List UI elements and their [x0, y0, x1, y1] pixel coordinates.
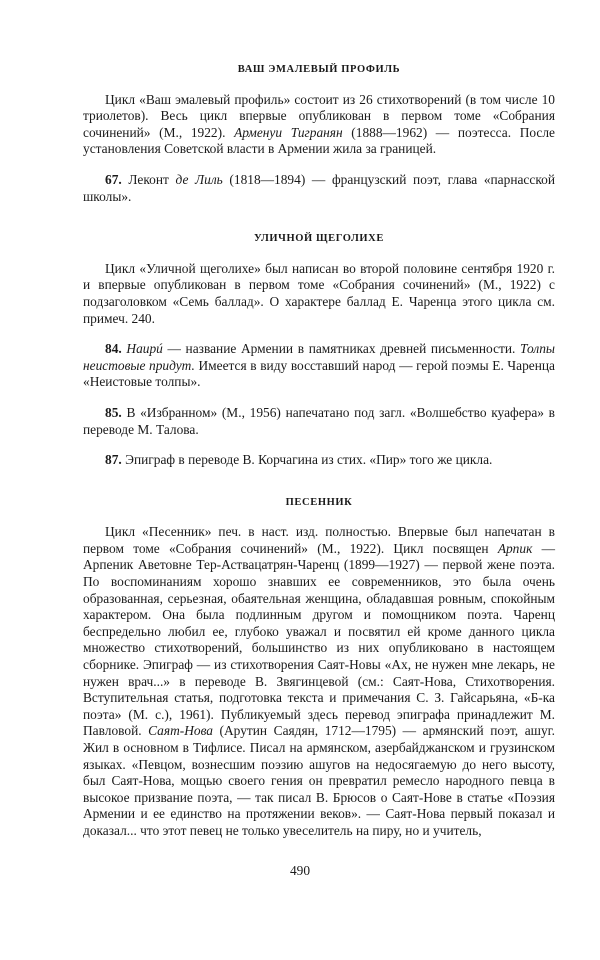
- text-run: Цикл «Ваш эмалевый профиль» состоит из 26 стихотворений (в том числе 10 триолетов). Весь цикл впервые опубликован в первом томе «Собрания сочинений» (М., 1922).: [83, 91, 555, 140]
- paragraph-street-dandy: Цикл «Уличной щеголихе» был написан во второй половине сентября 1920 г. и впервые опубликован в первом томе «Собрания сочинений» (М., 1922) с подзаголовком «Семь баллад». О характере баллад Е. Чаренца этого цикла см. примеч. 240.: [83, 260, 555, 326]
- italic-name: Арпик: [497, 540, 533, 556]
- note-85: [83, 405, 555, 438]
- italic-term: Наирú: [126, 341, 163, 357]
- note-67: [83, 172, 555, 205]
- text-run: — Арпеник Аветовне Тер-Аствацатрян-Чаренц (1899—1927) — первой жене поэта. По воспоминаниям хорошо знавших ее современников, это была очень образованная, серьезная, обаятельная женщина, обладавшая ровным, спокойным характером. Она была подлинным другом и помощником поэта. Чаренц беспредельно любил ее, глубоко уважал и посвятил ей кроме данного цикла множество стихотворений, большинство из них опубликовано в настоящем сборнике. Эпиграф — из стихотворения Саят-Новы «Ах, не нужен мне лекарь, не нужен врач...» в переводе В. Звягинцевой (см.: Саят-Нова, Стихотворения. Вступительная статья, подготовка текста и примечания С. З. Гайсарьяна, «Б-ка поэта» (М. с.), 1961). Публикуемый здесь перевод эпиграфа принадлежит М. Павловой.: [83, 540, 555, 739]
- text-run: (1888—1962) — поэтесса. После установления Советской власти в Армении жила за границей.: [83, 124, 555, 157]
- note-number: 87.: [105, 452, 122, 468]
- note-87: [83, 452, 555, 469]
- text-run: В «Избранном» (М., 1956) напечатано под загл. «Волшебство куафера» в переводе М. Талова.: [83, 404, 555, 437]
- italic-term: Толпы неистовые придут.: [83, 341, 555, 373]
- section-heading-enamel-profile: ВАШ ЭМАЛЕВЫЙ ПРОФИЛЬ: [237, 64, 401, 75]
- page-body: [83, 62, 555, 840]
- italic-name: де Лиль: [175, 171, 223, 187]
- text-run: Леконт: [121, 171, 176, 187]
- note-number: 85.: [105, 404, 122, 420]
- text-run: (Арутин Саядян, 1712—1795) — армянский поэт, ашуг. Жил в основном в Тифлисе. Писал на армянском, азербайджанском и грузинском языках. «Певцом, вознесшим поэзию ашугов на недосягаемую до него высоту, был Саят-Нова, мощью своего гения он превратил ремесло народного певца в высокое призвание поэта, — так писал В. Брюсов о Саят-Нове в статье «Поэзия Армении и ее единство на протяжении веков». — Саят-Нова первый показал и доказал... что этот певец не только увеселитель на пиру, но и учитель,: [83, 723, 555, 838]
- text-run: Эпиграф в переводе В. Корчагина из стих. «Пир» того же цикла.: [121, 452, 493, 468]
- paragraph-enamel-profile: [83, 92, 555, 158]
- text-run: — название Армении в памятниках древней письменности.: [162, 341, 521, 357]
- note-number: 67.: [105, 171, 122, 187]
- note-number: 84.: [105, 341, 122, 357]
- text-run: Имеется в виду восставший народ — герой поэмы Е. Чаренца «Неистовые толпы».: [83, 357, 555, 390]
- paragraph-songbook: [83, 524, 555, 839]
- note-84: [83, 341, 555, 391]
- page-number: 490: [289, 863, 311, 878]
- italic-name: Арменуи Тигранян: [234, 124, 343, 140]
- section-heading-street-dandy: УЛИЧНОЙ ЩЕГОЛИХЕ: [254, 233, 384, 245]
- text-run: Цикл «Песенник» печ. в наст. изд. полностью. Впервые был напечатан в первом томе «Собрания сочинений» (М., 1922). Цикл посвящен: [83, 524, 555, 556]
- text-run: (1818—1894) — французский поэт, глава «парнасской школы».: [83, 171, 556, 204]
- italic-name: Саят-Нова: [148, 723, 213, 739]
- section-heading-songbook: ПЕСЕННИК: [285, 496, 353, 508]
